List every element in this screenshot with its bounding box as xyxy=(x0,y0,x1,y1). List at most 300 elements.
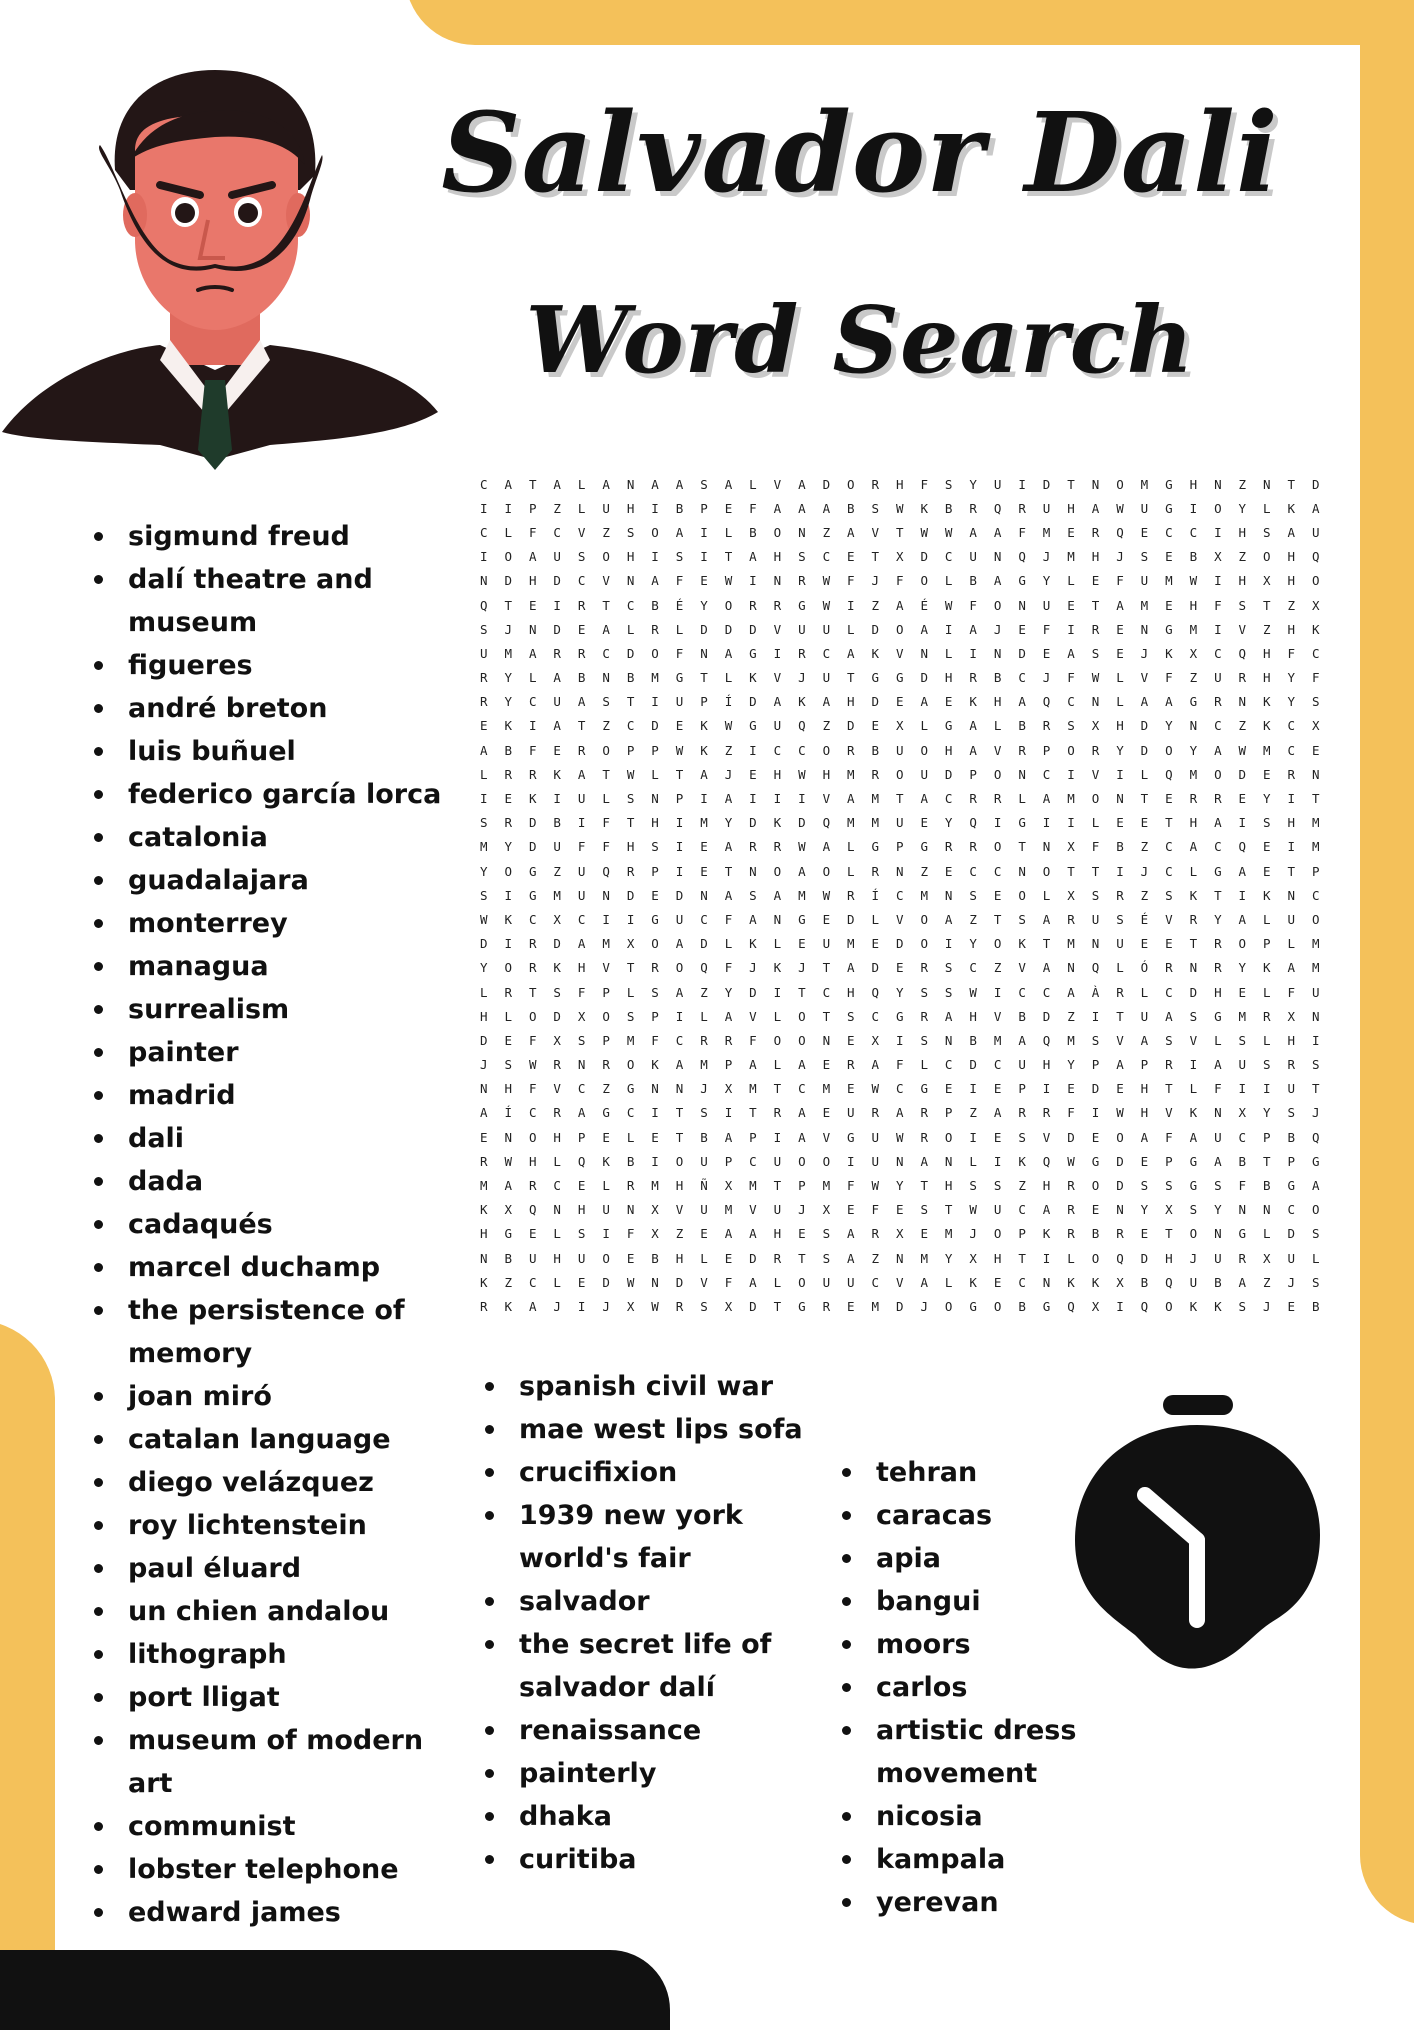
grid-letter[interactable]: W xyxy=(920,524,928,540)
grid-letter[interactable]: R xyxy=(969,670,977,686)
grid-letter[interactable]: E xyxy=(675,718,684,734)
grid-letter[interactable]: W xyxy=(1189,573,1198,589)
grid-letter[interactable]: K xyxy=(528,791,537,807)
grid-letter[interactable]: A xyxy=(1238,863,1247,879)
grid-letter[interactable]: R xyxy=(871,1226,880,1242)
grid-letter[interactable]: A xyxy=(675,524,684,540)
grid-letter[interactable]: A xyxy=(798,863,806,879)
grid-letter[interactable]: I xyxy=(1116,1298,1124,1314)
grid-letter[interactable]: R xyxy=(1189,911,1198,927)
grid-letter[interactable]: A xyxy=(528,549,537,565)
grid-letter[interactable]: J xyxy=(920,1298,928,1314)
grid-letter[interactable]: L xyxy=(602,791,610,807)
grid-letter[interactable]: Q xyxy=(1018,549,1026,565)
grid-letter[interactable]: R xyxy=(1042,1105,1051,1121)
grid-letter[interactable]: I xyxy=(577,815,586,831)
grid-letter[interactable]: O xyxy=(528,1129,537,1145)
grid-letter[interactable]: K xyxy=(1189,1298,1198,1314)
grid-letter[interactable]: R xyxy=(528,766,537,782)
grid-letter[interactable]: H xyxy=(944,742,953,758)
grid-letter[interactable]: S xyxy=(1165,887,1173,903)
grid-letter[interactable]: D xyxy=(1189,984,1198,1000)
grid-letter[interactable]: G xyxy=(528,887,537,903)
grid-letter[interactable]: S xyxy=(1263,815,1271,831)
grid-letter[interactable]: S xyxy=(1214,1178,1222,1194)
grid-letter[interactable]: R xyxy=(651,621,659,637)
grid-letter[interactable]: H xyxy=(504,1081,512,1097)
grid-letter[interactable]: N xyxy=(1067,960,1075,976)
grid-letter[interactable]: D xyxy=(528,815,537,831)
grid-letter[interactable]: F xyxy=(895,573,904,589)
grid-letter[interactable]: E xyxy=(1091,573,1100,589)
grid-letter[interactable]: S xyxy=(1311,1274,1320,1290)
grid-letter[interactable]: A xyxy=(969,742,977,758)
grid-letter[interactable]: C xyxy=(675,1032,684,1048)
grid-letter[interactable]: R xyxy=(1263,1008,1271,1024)
grid-letter[interactable]: Y xyxy=(944,1250,953,1266)
grid-letter[interactable]: T xyxy=(798,984,806,1000)
grid-letter[interactable]: U xyxy=(920,766,928,782)
grid-letter[interactable]: A xyxy=(1018,1032,1026,1048)
grid-letter[interactable]: E xyxy=(1042,645,1051,661)
grid-letter[interactable]: B xyxy=(504,742,512,758)
grid-letter[interactable]: Z xyxy=(504,1274,512,1290)
grid-letter[interactable]: N xyxy=(626,476,635,492)
grid-letter[interactable]: A xyxy=(798,500,806,516)
grid-letter[interactable]: R xyxy=(749,839,757,855)
grid-letter[interactable]: T xyxy=(1018,839,1026,855)
grid-letter[interactable]: E xyxy=(1116,815,1124,831)
grid-letter[interactable]: E xyxy=(822,911,831,927)
grid-letter[interactable]: P xyxy=(528,500,537,516)
grid-letter[interactable]: F xyxy=(528,1032,537,1048)
grid-letter[interactable]: F xyxy=(1116,573,1124,589)
grid-letter[interactable]: F xyxy=(1067,670,1075,686)
grid-letter[interactable]: F xyxy=(1287,984,1295,1000)
grid-letter[interactable]: U xyxy=(1189,1274,1198,1290)
grid-letter[interactable]: T xyxy=(675,1129,684,1145)
grid-letter[interactable]: E xyxy=(1091,1202,1100,1218)
grid-letter[interactable]: G xyxy=(626,1081,635,1097)
grid-letter[interactable]: I xyxy=(773,1129,782,1145)
grid-letter[interactable]: C xyxy=(993,863,1002,879)
grid-letter[interactable]: A xyxy=(847,1250,855,1266)
grid-letter[interactable]: M xyxy=(1165,573,1173,589)
grid-letter[interactable]: L xyxy=(480,984,488,1000)
grid-letter[interactable]: R xyxy=(553,645,561,661)
grid-letter[interactable]: T xyxy=(1067,476,1075,492)
grid-letter[interactable]: R xyxy=(1116,1226,1124,1242)
grid-letter[interactable]: M xyxy=(1189,621,1198,637)
grid-letter[interactable]: N xyxy=(675,1081,684,1097)
grid-letter[interactable]: D xyxy=(847,911,855,927)
grid-letter[interactable]: Y xyxy=(895,1178,904,1194)
grid-letter[interactable]: O xyxy=(1214,500,1222,516)
grid-letter[interactable]: P xyxy=(749,1129,757,1145)
grid-letter[interactable]: O xyxy=(822,742,831,758)
grid-letter[interactable]: R xyxy=(577,597,586,613)
grid-letter[interactable]: S xyxy=(700,476,708,492)
grid-letter[interactable]: N xyxy=(504,1129,512,1145)
grid-letter[interactable]: E xyxy=(528,1226,537,1242)
grid-letter[interactable]: R xyxy=(480,670,488,686)
grid-letter[interactable]: A xyxy=(871,1057,880,1073)
grid-letter[interactable]: V xyxy=(895,1274,904,1290)
grid-letter[interactable]: E xyxy=(504,1032,512,1048)
grid-letter[interactable]: C xyxy=(1018,984,1026,1000)
grid-letter[interactable]: K xyxy=(1165,645,1173,661)
grid-letter[interactable]: C xyxy=(1165,839,1173,855)
grid-letter[interactable]: S xyxy=(847,1008,855,1024)
grid-letter[interactable]: C xyxy=(626,718,635,734)
grid-letter[interactable]: R xyxy=(969,500,977,516)
grid-letter[interactable]: C xyxy=(577,911,586,927)
grid-letter[interactable]: I xyxy=(1067,621,1075,637)
grid-letter[interactable]: D xyxy=(504,573,512,589)
grid-letter[interactable]: Z xyxy=(822,718,831,734)
grid-letter[interactable]: J xyxy=(871,573,880,589)
grid-letter[interactable]: U xyxy=(1018,1057,1026,1073)
grid-letter[interactable]: X xyxy=(1067,839,1075,855)
grid-letter[interactable]: T xyxy=(724,549,733,565)
grid-letter[interactable]: O xyxy=(920,573,928,589)
grid-letter[interactable]: S xyxy=(1091,887,1100,903)
grid-letter[interactable]: W xyxy=(871,1178,880,1194)
grid-letter[interactable]: H xyxy=(944,670,953,686)
grid-letter[interactable]: F xyxy=(528,742,537,758)
grid-letter[interactable]: M xyxy=(749,1081,757,1097)
grid-letter[interactable]: X xyxy=(1067,887,1075,903)
grid-letter[interactable]: E xyxy=(651,1129,659,1145)
grid-letter[interactable]: I xyxy=(626,911,635,927)
grid-letter[interactable]: V xyxy=(822,1129,831,1145)
grid-letter[interactable]: L xyxy=(724,670,733,686)
grid-letter[interactable]: A xyxy=(651,573,659,589)
grid-letter[interactable]: G xyxy=(969,1298,977,1314)
grid-letter[interactable]: A xyxy=(969,718,977,734)
grid-letter[interactable]: P xyxy=(1287,1153,1295,1169)
grid-letter[interactable]: C xyxy=(1311,887,1320,903)
grid-letter[interactable]: N xyxy=(1238,1202,1247,1218)
grid-letter[interactable]: X xyxy=(1263,1250,1271,1266)
grid-letter[interactable]: O xyxy=(1091,1178,1100,1194)
grid-letter[interactable]: B xyxy=(700,1129,708,1145)
grid-letter[interactable]: H xyxy=(1287,573,1295,589)
grid-letter[interactable]: H xyxy=(480,1008,488,1024)
grid-letter[interactable]: X xyxy=(553,911,561,927)
grid-letter[interactable]: I xyxy=(1311,1032,1320,1048)
grid-letter[interactable]: I xyxy=(969,1129,977,1145)
grid-letter[interactable]: K xyxy=(1189,1105,1198,1121)
grid-letter[interactable]: W xyxy=(651,1298,659,1314)
grid-letter[interactable]: U xyxy=(1042,500,1051,516)
grid-letter[interactable]: Q xyxy=(1091,960,1100,976)
grid-letter[interactable]: R xyxy=(504,766,512,782)
grid-letter[interactable]: U xyxy=(871,1129,880,1145)
grid-letter[interactable]: O xyxy=(1263,549,1271,565)
grid-letter[interactable]: A xyxy=(847,524,855,540)
grid-letter[interactable]: S xyxy=(1263,524,1271,540)
grid-letter[interactable]: O xyxy=(920,911,928,927)
grid-letter[interactable]: C xyxy=(773,742,782,758)
grid-letter[interactable]: E xyxy=(1165,597,1173,613)
grid-letter[interactable]: D xyxy=(847,718,855,734)
grid-letter[interactable]: O xyxy=(920,936,928,952)
grid-letter[interactable]: I xyxy=(1091,1105,1100,1121)
grid-letter[interactable]: H xyxy=(577,1202,586,1218)
grid-letter[interactable]: A xyxy=(749,1226,757,1242)
grid-letter[interactable]: D xyxy=(700,621,708,637)
grid-letter[interactable]: E xyxy=(1091,1129,1100,1145)
grid-letter[interactable]: O xyxy=(1116,476,1124,492)
grid-letter[interactable]: N xyxy=(1287,887,1295,903)
grid-letter[interactable]: Z xyxy=(1287,597,1295,613)
grid-letter[interactable]: O xyxy=(1091,791,1100,807)
grid-letter[interactable]: I xyxy=(675,815,684,831)
grid-letter[interactable]: W xyxy=(1238,742,1247,758)
grid-letter[interactable]: I xyxy=(651,694,659,710)
grid-letter[interactable]: N xyxy=(651,1274,659,1290)
grid-letter[interactable]: B xyxy=(749,524,757,540)
grid-letter[interactable]: X xyxy=(724,1081,733,1097)
grid-letter[interactable]: U xyxy=(822,936,831,952)
grid-letter[interactable]: O xyxy=(993,1226,1002,1242)
grid-letter[interactable]: D xyxy=(528,839,537,855)
grid-letter[interactable]: L xyxy=(1018,791,1026,807)
grid-letter[interactable]: B xyxy=(626,670,635,686)
grid-letter[interactable]: C xyxy=(1018,1202,1026,1218)
grid-letter[interactable]: P xyxy=(944,1105,953,1121)
grid-letter[interactable]: V xyxy=(993,1008,1002,1024)
grid-letter[interactable]: K xyxy=(749,670,757,686)
grid-letter[interactable]: N xyxy=(700,645,708,661)
grid-letter[interactable]: X xyxy=(626,1298,635,1314)
grid-letter[interactable]: D xyxy=(626,645,635,661)
grid-letter[interactable]: E xyxy=(724,1250,733,1266)
grid-letter[interactable]: L xyxy=(749,476,757,492)
grid-letter[interactable]: M xyxy=(1042,524,1051,540)
grid-letter[interactable]: G xyxy=(749,645,757,661)
grid-letter[interactable]: I xyxy=(504,936,512,952)
grid-letter[interactable]: V xyxy=(1140,670,1149,686)
grid-letter[interactable]: P xyxy=(700,500,708,516)
grid-letter[interactable]: E xyxy=(700,1226,708,1242)
grid-letter[interactable]: K xyxy=(1018,1153,1026,1169)
grid-letter[interactable]: H xyxy=(1189,476,1198,492)
grid-letter[interactable]: F xyxy=(1018,524,1026,540)
grid-letter[interactable]: O xyxy=(675,960,684,976)
grid-letter[interactable]: A xyxy=(504,1178,512,1194)
grid-letter[interactable]: E xyxy=(700,863,708,879)
grid-letter[interactable]: L xyxy=(1140,766,1149,782)
grid-letter[interactable]: M xyxy=(944,1226,953,1242)
grid-letter[interactable]: H xyxy=(822,766,831,782)
grid-letter[interactable]: C xyxy=(577,1081,586,1097)
grid-letter[interactable]: U xyxy=(1214,1129,1222,1145)
grid-letter[interactable]: C xyxy=(944,549,953,565)
grid-letter[interactable]: I xyxy=(700,524,708,540)
grid-letter[interactable]: T xyxy=(895,524,904,540)
grid-letter[interactable]: D xyxy=(749,1298,757,1314)
grid-letter[interactable]: H xyxy=(553,1129,561,1145)
grid-letter[interactable]: O xyxy=(847,476,855,492)
grid-letter[interactable]: G xyxy=(871,670,880,686)
grid-letter[interactable]: T xyxy=(822,960,831,976)
grid-letter[interactable]: X xyxy=(1165,1202,1173,1218)
grid-letter[interactable]: G xyxy=(798,911,806,927)
grid-letter[interactable]: A xyxy=(528,645,537,661)
grid-letter[interactable]: I xyxy=(993,984,1002,1000)
grid-letter[interactable]: O xyxy=(528,1008,537,1024)
grid-letter[interactable]: Z xyxy=(871,1250,880,1266)
grid-letter[interactable]: C xyxy=(895,887,904,903)
grid-letter[interactable]: P xyxy=(1165,1153,1173,1169)
grid-letter[interactable]: R xyxy=(847,887,855,903)
grid-letter[interactable]: R xyxy=(920,1129,928,1145)
grid-letter[interactable]: A xyxy=(724,1226,733,1242)
grid-letter[interactable]: K xyxy=(1018,936,1026,952)
grid-letter[interactable]: N xyxy=(1263,1202,1271,1218)
grid-letter[interactable]: A xyxy=(480,1105,488,1121)
grid-letter[interactable]: R xyxy=(871,476,880,492)
grid-letter[interactable]: L xyxy=(1116,694,1124,710)
grid-letter[interactable]: R xyxy=(773,1105,782,1121)
grid-letter[interactable]: P xyxy=(651,1008,659,1024)
grid-letter[interactable]: U xyxy=(1116,936,1124,952)
grid-letter[interactable]: Q xyxy=(1042,1153,1051,1169)
grid-letter[interactable]: V xyxy=(773,670,782,686)
grid-letter[interactable]: R xyxy=(553,1105,561,1121)
grid-letter[interactable]: C xyxy=(480,524,488,540)
grid-letter[interactable]: J xyxy=(749,960,757,976)
grid-letter[interactable]: V xyxy=(773,621,782,637)
grid-letter[interactable]: D xyxy=(480,1032,488,1048)
grid-letter[interactable]: E xyxy=(626,1250,635,1266)
grid-letter[interactable]: A xyxy=(749,1057,757,1073)
grid-letter[interactable]: M xyxy=(1067,936,1075,952)
grid-letter[interactable]: K xyxy=(700,742,708,758)
grid-letter[interactable]: B xyxy=(944,500,953,516)
grid-letter[interactable]: R xyxy=(1214,694,1222,710)
grid-letter[interactable]: V xyxy=(1018,960,1026,976)
grid-letter[interactable]: D xyxy=(1018,645,1026,661)
grid-letter[interactable]: Y xyxy=(969,476,977,492)
grid-letter[interactable]: R xyxy=(1214,791,1222,807)
grid-letter[interactable]: V xyxy=(895,911,904,927)
grid-letter[interactable]: C xyxy=(1067,694,1075,710)
grid-letter[interactable]: T xyxy=(577,718,586,734)
grid-letter[interactable]: O xyxy=(993,936,1002,952)
grid-letter[interactable]: U xyxy=(871,1153,880,1169)
grid-letter[interactable]: R xyxy=(1165,960,1173,976)
grid-letter[interactable]: A xyxy=(553,476,561,492)
grid-letter[interactable]: O xyxy=(920,742,928,758)
grid-letter[interactable]: J xyxy=(1042,549,1051,565)
grid-letter[interactable]: A xyxy=(749,1274,757,1290)
grid-letter[interactable]: A xyxy=(577,936,586,952)
grid-letter[interactable]: D xyxy=(480,936,488,952)
grid-letter[interactable]: M xyxy=(749,1178,757,1194)
grid-letter[interactable]: J xyxy=(969,1226,977,1242)
grid-letter[interactable]: X xyxy=(895,549,904,565)
grid-letter[interactable]: L xyxy=(1263,500,1271,516)
grid-letter[interactable]: E xyxy=(480,1129,488,1145)
grid-letter[interactable]: G xyxy=(1042,1298,1051,1314)
grid-letter[interactable]: O xyxy=(1311,911,1320,927)
grid-letter[interactable]: R xyxy=(1067,1178,1075,1194)
grid-letter[interactable]: W xyxy=(724,573,733,589)
grid-letter[interactable]: O xyxy=(1189,1226,1198,1242)
grid-letter[interactable]: A xyxy=(577,1105,586,1121)
grid-letter[interactable]: B xyxy=(626,1153,635,1169)
grid-letter[interactable]: K xyxy=(504,1298,512,1314)
grid-letter[interactable]: G xyxy=(1091,1153,1100,1169)
grid-letter[interactable]: I xyxy=(651,1153,659,1169)
grid-letter[interactable]: B xyxy=(1263,1178,1271,1194)
grid-letter[interactable]: I xyxy=(700,549,708,565)
grid-letter[interactable]: C xyxy=(822,984,831,1000)
grid-letter[interactable]: V xyxy=(1189,1032,1198,1048)
grid-letter[interactable]: M xyxy=(1067,1032,1075,1048)
grid-letter[interactable]: J xyxy=(798,670,806,686)
grid-letter[interactable]: A xyxy=(773,887,782,903)
grid-letter[interactable]: L xyxy=(1263,984,1271,1000)
grid-letter[interactable]: U xyxy=(1214,1250,1222,1266)
grid-letter[interactable]: B xyxy=(1116,839,1124,855)
grid-letter[interactable]: M xyxy=(847,815,855,831)
grid-letter[interactable]: V xyxy=(577,524,586,540)
grid-letter[interactable]: J xyxy=(798,1202,806,1218)
grid-letter[interactable]: F xyxy=(626,1226,635,1242)
grid-letter[interactable]: G xyxy=(1189,1153,1198,1169)
grid-letter[interactable]: J xyxy=(1140,863,1149,879)
grid-letter[interactable]: A xyxy=(724,1129,733,1145)
grid-letter[interactable]: A xyxy=(504,476,512,492)
grid-letter[interactable]: L xyxy=(1311,1250,1320,1266)
grid-letter[interactable]: G xyxy=(1189,694,1198,710)
grid-letter[interactable]: D xyxy=(749,694,757,710)
grid-letter[interactable]: V xyxy=(602,573,610,589)
grid-letter[interactable]: R xyxy=(1116,984,1124,1000)
grid-letter[interactable]: I xyxy=(1238,815,1247,831)
grid-letter[interactable]: U xyxy=(1140,500,1149,516)
grid-letter[interactable]: L xyxy=(651,766,659,782)
grid-letter[interactable]: A xyxy=(724,645,733,661)
grid-letter[interactable]: G xyxy=(1287,1178,1295,1194)
grid-letter[interactable]: F xyxy=(895,1057,904,1073)
grid-letter[interactable]: A xyxy=(1116,597,1124,613)
grid-letter[interactable]: P xyxy=(895,839,904,855)
grid-letter[interactable]: I xyxy=(651,549,659,565)
grid-letter[interactable]: U xyxy=(847,1105,855,1121)
grid-letter[interactable]: E xyxy=(798,936,806,952)
grid-letter[interactable]: P xyxy=(651,863,659,879)
grid-letter[interactable]: P xyxy=(798,1178,806,1194)
grid-letter[interactable]: U xyxy=(773,1202,782,1218)
grid-letter[interactable]: Z xyxy=(1238,549,1247,565)
grid-letter[interactable]: C xyxy=(480,476,488,492)
grid-letter[interactable]: U xyxy=(1238,1057,1247,1073)
grid-letter[interactable]: T xyxy=(749,1105,757,1121)
grid-letter[interactable]: A xyxy=(675,936,684,952)
grid-letter[interactable]: X xyxy=(895,1226,904,1242)
grid-letter[interactable]: V xyxy=(1165,1105,1173,1121)
grid-letter[interactable]: T xyxy=(626,960,635,976)
grid-letter[interactable]: D xyxy=(1116,1178,1124,1194)
grid-letter[interactable]: I xyxy=(749,573,757,589)
grid-letter[interactable]: U xyxy=(969,549,977,565)
grid-letter[interactable]: L xyxy=(1067,1250,1075,1266)
